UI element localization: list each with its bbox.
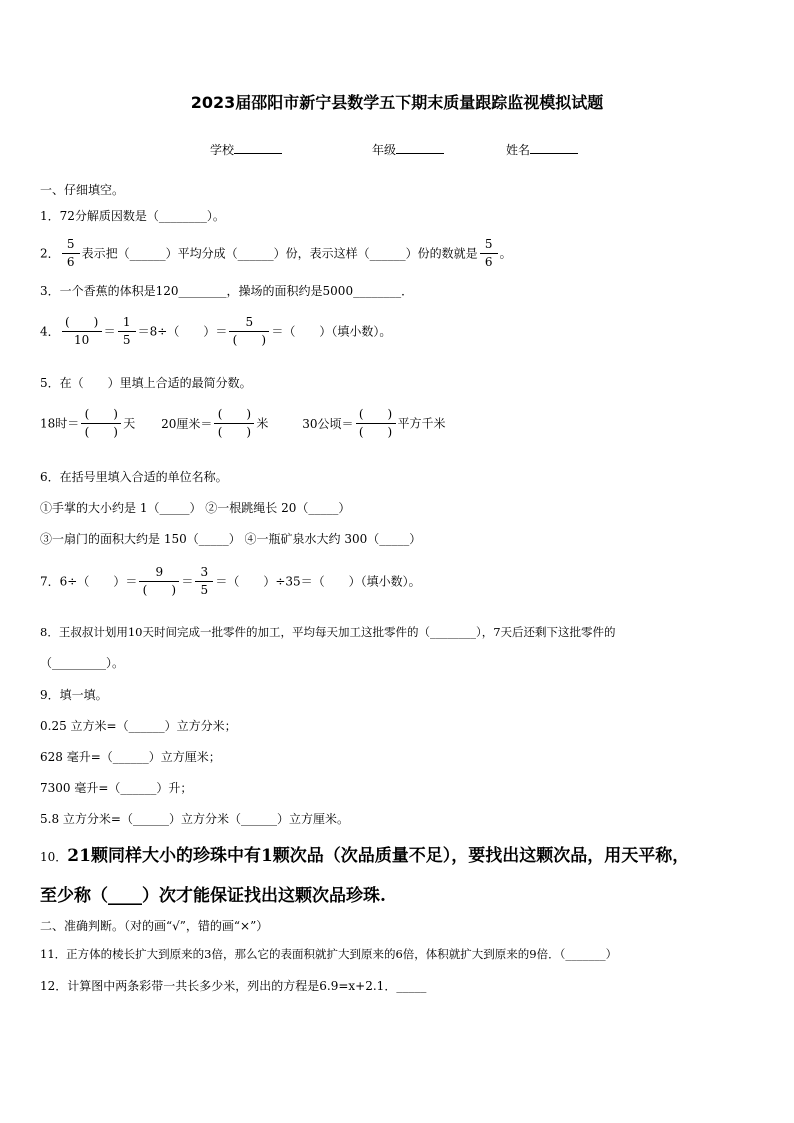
fraction-5-blank[interactable]: $\frac{5}{( )}$ xyxy=(229,314,269,349)
question-11: 11．正方体的棱长扩大到原来的3倍，那么它的表面积就扩大到原来的6倍，体积就扩大到原来的9倍．（_______） xyxy=(40,947,618,961)
grade-field[interactable] xyxy=(372,141,444,158)
fraction-blank-blank[interactable]: $\frac{( )}{( )}$ xyxy=(81,406,121,441)
section-1-heading: 一、仔细填空。 xyxy=(40,183,125,197)
fraction-3-5: $\frac{3}{5}$ xyxy=(195,564,213,599)
question-10-line-1: 10．21颗同样大小的珍珠中有1颗次品（次品质量不足），要找出这颗次品，用天平称， xyxy=(40,846,690,866)
question-6-line-1: ①手掌的大小约是 1（_____） ②一根跳绳长 20（_____） xyxy=(40,501,351,515)
name-blank[interactable] xyxy=(530,141,578,154)
question-5-items: 18时＝ $\frac{( )}{( )}$ 天 20厘米＝ $\frac{( )}{( )}$ 米 30公顷＝ $\frac{( )}{( )}$ 平方千米 xyxy=(40,407,446,439)
question-6-line-2: ③一扇门的面积大约是 150（_____） ④一瓶矿泉水大约 300（_____） xyxy=(40,532,422,546)
school-blank[interactable] xyxy=(234,141,282,154)
question-3: 3．一个香蕉的体积是120________，操场的面积约是5000________． xyxy=(40,284,414,298)
question-5: 5．在（ ）里填上合适的最简分数。 xyxy=(40,376,252,390)
question-4: 4． $\frac{( )}{10}$ ＝ $\frac{1}{5}$ ＝8÷（ ）＝ $\frac{5}{( )}$ ＝（ ）（填小数）。 xyxy=(40,315,392,347)
question-8-line-1: 8．王叔叔计划用10天时间完成一批零件的加工，平均每天加工这批零件的（________），7天后还剩下这批零件的 xyxy=(40,625,616,639)
question-6: 6．在括号里填入合适的单位名称。 xyxy=(40,470,228,484)
question-2: 2． $\frac{5}{6}$ 表示把（______）平均分成（______）份，表示这样（______）份的数就是 $\frac{5}{6}$ 。 xyxy=(40,237,512,269)
fraction-9-blank[interactable]: $\frac{9}{( )}$ xyxy=(139,564,179,599)
fraction-blank-blank[interactable]: $\frac{( )}{( )}$ xyxy=(356,406,396,441)
name-field[interactable] xyxy=(506,141,578,158)
school-field[interactable] xyxy=(210,141,282,158)
fraction-5-6: $\frac{5}{6}$ xyxy=(62,236,80,271)
grade-blank[interactable] xyxy=(396,141,444,154)
fraction-5-6: $\frac{5}{6}$ xyxy=(480,236,498,271)
fraction-1-5: $\frac{1}{5}$ xyxy=(118,314,136,349)
school-label: 学校 xyxy=(210,143,235,157)
question-9: 9．填一填。 xyxy=(40,688,108,702)
question-7: 7．6÷（ ）＝ $\frac{9}{( )}$ ＝ $\frac{3}{5}$ ＝（ ）÷35＝（ ）（填小数）。 xyxy=(40,565,421,597)
question-9-item: 7300 毫升=（______）升； xyxy=(40,781,193,795)
question-12: 12．计算图中两条彩带一共长多少米，列出的方程是6.9=x+2.1．_____ xyxy=(40,979,427,993)
question-9-item: 0.25 立方米=（______）立方分米； xyxy=(40,719,237,733)
question-8-line-2: （_________）。 xyxy=(40,656,125,670)
fraction-blank-10[interactable]: $\frac{( )}{10}$ xyxy=(62,314,102,349)
section-2-heading: 二、准确判断。（对的画“√”，错的画“×”） xyxy=(40,919,269,933)
name-label: 姓名 xyxy=(506,143,531,157)
question-9-item: 5.8 立方分米=（______）立方分米（______）立方厘米。 xyxy=(40,812,349,826)
page-title: 2023届邵阳市新宁县数学五下期末质量跟踪监视模拟试题 xyxy=(190,93,604,112)
question-1: 1．72分解质因数是（________）。 xyxy=(40,209,225,223)
fraction-blank-blank[interactable]: $\frac{( )}{( )}$ xyxy=(214,406,254,441)
question-9-item: 628 毫升=（______）立方厘米； xyxy=(40,750,221,764)
grade-label: 年级 xyxy=(372,143,397,157)
question-10-line-2: 至少称（____）次才能保证找出这颗次品珍珠. xyxy=(40,886,386,906)
